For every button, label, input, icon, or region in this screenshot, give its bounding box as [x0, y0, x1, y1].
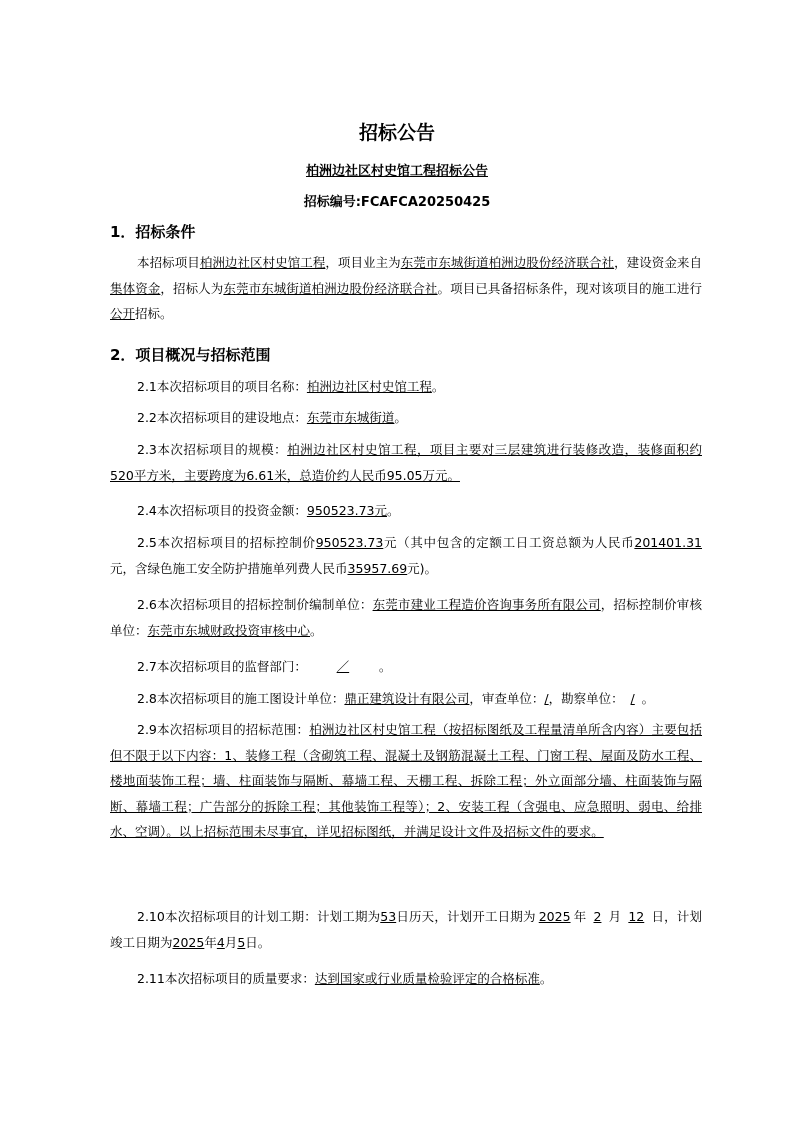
- page-title: 招标公告: [358, 122, 435, 144]
- item-2-10: 2.10本次招标项目的计划工期：计划工期为53日历天，计划开工日期为 2025 年 2 月 12 日，计划竣工日期为2025年4月5日。: [110, 909, 702, 950]
- item-2-4: 2.4本次招标项目的投资金额：950523.73元。: [137, 503, 400, 518]
- item-2-3: 2.3本次招标项目的规模：柏洲边社区村史馆工程，项目主要对三层建筑进行装修改造，装修面积约520平方米，主要跨度为6.61米，总造价约人民币95.05万元。: [110, 442, 702, 483]
- item-2-5: 2.5本次招标项目的招标控制价950523.73元（其中包含的定额工日工资总额为人民币201401.31元，含绿色施工安全防护措施单列费人民币35957.69元)。: [110, 535, 702, 576]
- item-2-2: 2.2本次招标项目的建设地点：东莞市东城街道。: [137, 410, 407, 425]
- item-2-1: 2.1本次招标项目的项目名称：柏洲边社区村史馆工程。: [137, 379, 445, 394]
- project-owner: 东莞市东城街道柏洲边股份经济联合社: [400, 255, 615, 270]
- item-2-8: 2.8本次招标项目的施工图设计单位：鼎正建筑设计有限公司，审查单位：/，勘察单位： / 。: [137, 691, 655, 706]
- tender-number: 招标编号:FCAFCA20250425: [303, 195, 491, 210]
- subtitle: [0, 160, 794, 179]
- tender-method: 公开: [110, 306, 136, 321]
- fund-source: 集体资金: [110, 280, 161, 296]
- tenderer: 东莞市东城街道柏洲边股份经济联合社: [223, 280, 438, 296]
- item-2-7: 2.7本次招标项目的监督部门： ／ 。: [137, 659, 392, 674]
- item-2-9: 2.9本次招标项目的招标范围：柏洲边社区村史馆工程（按招标图纸及工程量清单所含内容）主要包括但不限于以下内容：1、装修工程（含砌筑工程、混凝土及钢筋混凝土工程、门窗工程、屋面及防水工程、楼地面装饰工程；墙、柱面装饰与隔断、幕墙工程、天棚工程、拆除工程；外立面部分墙、柱面装饰与隔断、幕墙工程；广告部分的拆除工程；其他装饰工程等）；2、安装工程（含强电、应急照明、弱电、给排水、空调）。以上招标范围未尽事宜，详见招标图纸，并满足设计文件及招标文件的要求。: [110, 722, 702, 839]
- section-1-heading: 1．招标条件: [110, 223, 196, 241]
- item-2-11: 2.11本次招标项目的质量要求：达到国家或行业质量检验评定的合格标准。: [137, 971, 553, 986]
- section-1-paragraph: 本招标项目柏洲边社区村史馆工程，项目业主为东莞市东城街道柏洲边股份经济联合社，建设资金来自集体资金，招标人为东莞市东城街道柏洲边股份经济联合社。项目已具备招标条件，现对该项目的施工进行公开招标。: [110, 255, 702, 321]
- section-2-heading: 2．项目概况与招标范围: [110, 346, 271, 364]
- item-2-6: 2.6本次招标项目的招标控制价编制单位：东莞市建业工程造价咨询事务所有限公司，招标控制价审核单位：东莞市东城财政投资审核中心。: [110, 597, 702, 638]
- subtitle-text: 柏洲边社区村史馆工程招标公告: [305, 164, 488, 179]
- project-name: 柏洲边社区村史馆工程: [199, 255, 326, 270]
